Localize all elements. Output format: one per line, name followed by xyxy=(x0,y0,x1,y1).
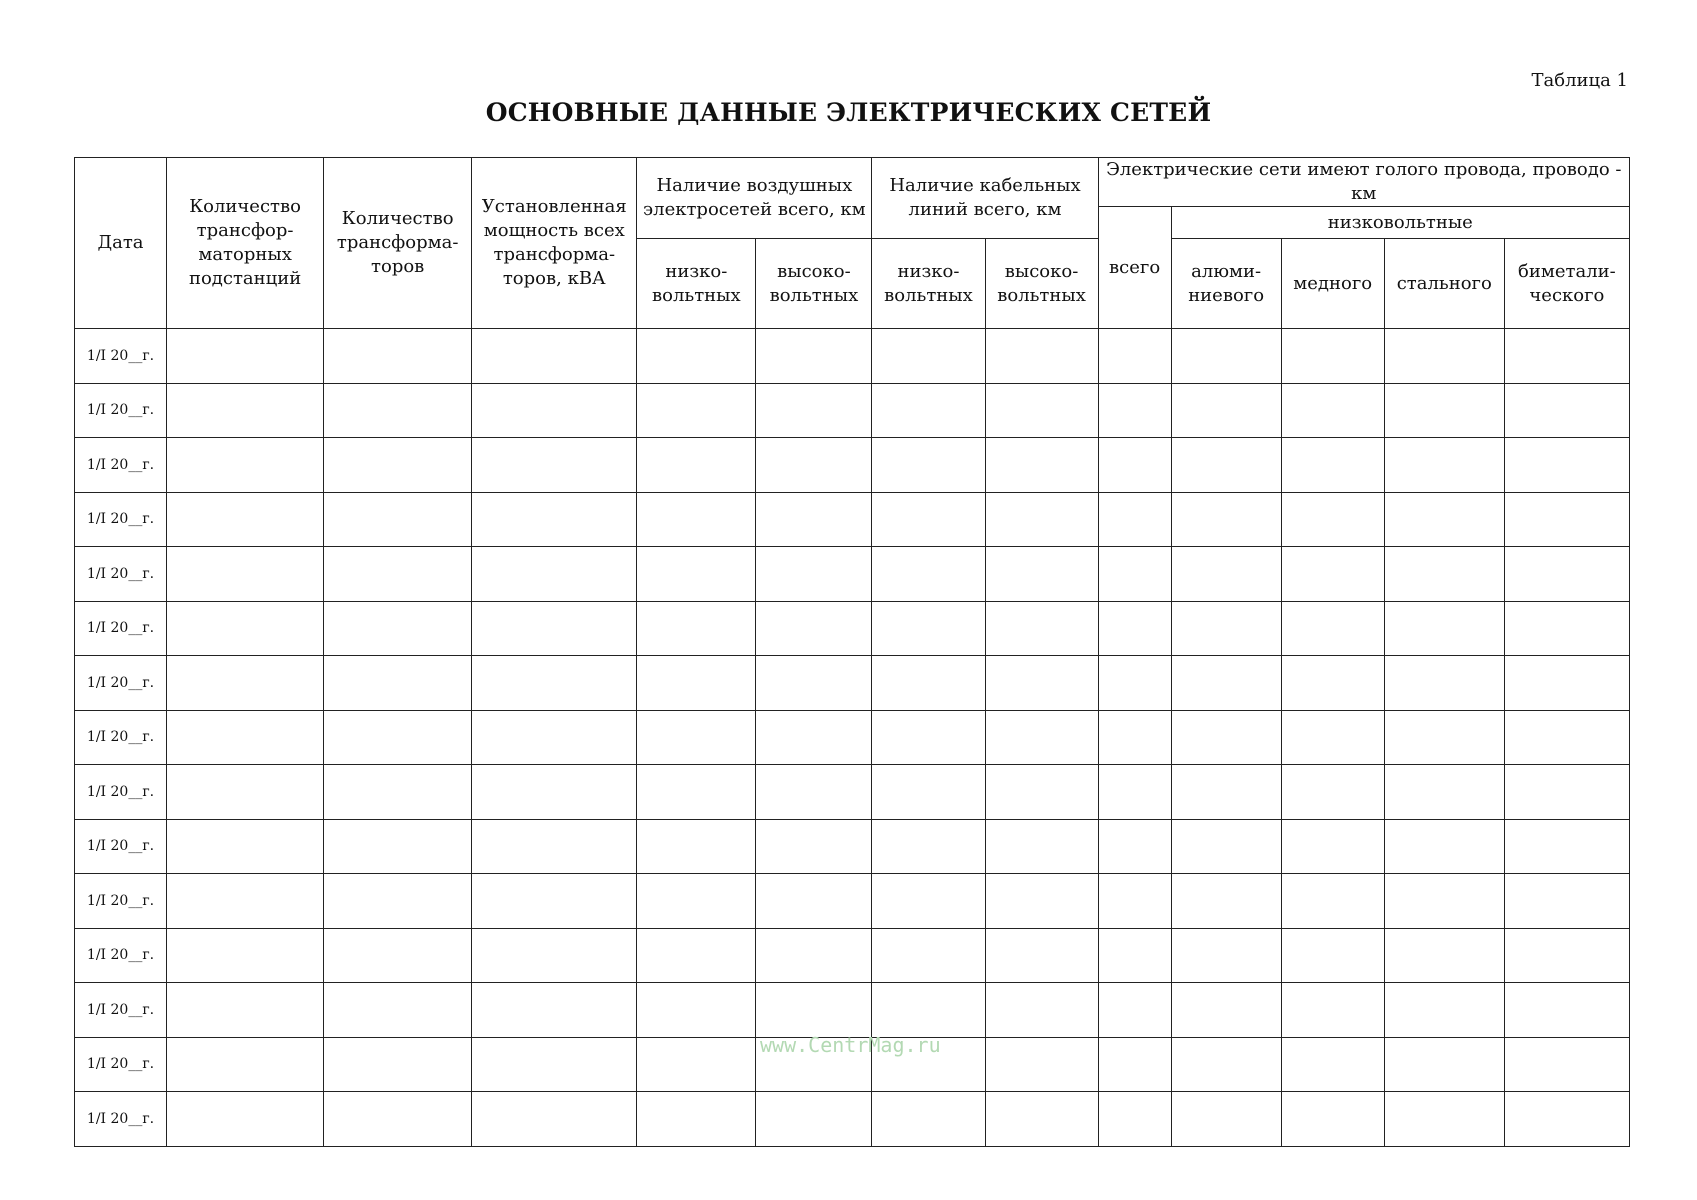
blank-cell[interactable] xyxy=(1171,765,1281,820)
header-steel: стального xyxy=(1384,239,1504,329)
blank-cell[interactable] xyxy=(1098,710,1171,765)
blank-cell[interactable] xyxy=(1281,492,1384,547)
blank-cell[interactable] xyxy=(1281,710,1384,765)
blank-cell[interactable] xyxy=(872,438,985,493)
header-overhead-high: высоко-вольтных xyxy=(756,239,872,329)
table-row xyxy=(75,492,1630,547)
date-cell: 1/I 20__г. xyxy=(75,928,167,983)
header-cable-low: низко-вольтных xyxy=(872,239,985,329)
blank-cell[interactable] xyxy=(1504,983,1629,1038)
blank-cell[interactable] xyxy=(1171,710,1281,765)
blank-cell[interactable] xyxy=(985,983,1098,1038)
table-row xyxy=(75,329,1630,384)
blank-cell[interactable] xyxy=(324,819,472,874)
blank-cell[interactable] xyxy=(1171,874,1281,929)
blank-cell[interactable] xyxy=(1504,656,1629,711)
blank-cell[interactable] xyxy=(985,765,1098,820)
blank-cell[interactable] xyxy=(985,819,1098,874)
blank-cell[interactable] xyxy=(167,329,324,384)
date-cell: 1/I 20__г. xyxy=(75,1092,167,1147)
blank-cell[interactable] xyxy=(1098,1037,1171,1092)
blank-cell[interactable] xyxy=(1098,656,1171,711)
blank-cell[interactable] xyxy=(1384,329,1504,384)
blank-cell[interactable] xyxy=(472,983,637,1038)
blank-cell[interactable] xyxy=(324,656,472,711)
blank-cell[interactable] xyxy=(324,438,472,493)
blank-cell[interactable] xyxy=(167,383,324,438)
date-cell: 1/I 20__г. xyxy=(75,656,167,711)
blank-cell[interactable] xyxy=(1171,656,1281,711)
blank-cell[interactable] xyxy=(1384,438,1504,493)
blank-cell[interactable] xyxy=(985,601,1098,656)
date-cell: 1/I 20__г. xyxy=(75,547,167,602)
blank-cell[interactable] xyxy=(1098,547,1171,602)
header-aluminum: алюми-ниевого xyxy=(1171,239,1281,329)
blank-cell[interactable] xyxy=(1504,601,1629,656)
blank-cell[interactable] xyxy=(1281,601,1384,656)
blank-cell[interactable] xyxy=(872,874,985,929)
blank-cell[interactable] xyxy=(1504,1092,1629,1147)
blank-cell[interactable] xyxy=(324,928,472,983)
blank-cell[interactable] xyxy=(472,656,637,711)
blank-cell[interactable] xyxy=(985,438,1098,493)
blank-cell[interactable] xyxy=(167,983,324,1038)
blank-cell[interactable] xyxy=(1098,601,1171,656)
date-cell: 1/I 20__г. xyxy=(75,438,167,493)
blank-cell[interactable] xyxy=(756,656,872,711)
blank-cell[interactable] xyxy=(324,383,472,438)
blank-cell[interactable] xyxy=(1384,1037,1504,1092)
header-total: всего xyxy=(1098,207,1171,329)
blank-cell[interactable] xyxy=(872,601,985,656)
blank-cell[interactable] xyxy=(872,928,985,983)
blank-cell[interactable] xyxy=(1504,928,1629,983)
blank-cell[interactable] xyxy=(472,765,637,820)
blank-cell[interactable] xyxy=(872,983,985,1038)
blank-cell[interactable] xyxy=(637,383,756,438)
blank-cell[interactable] xyxy=(1098,492,1171,547)
blank-cell[interactable] xyxy=(1504,492,1629,547)
header-bare-wire: Электрические сети имеют голого провода, проводо - км xyxy=(1098,158,1629,207)
blank-cell[interactable] xyxy=(1171,547,1281,602)
blank-cell[interactable] xyxy=(472,710,637,765)
blank-cell[interactable] xyxy=(1504,383,1629,438)
header-capacity: Установленная мощность всех трансформа-торов, кВА xyxy=(472,158,637,329)
blank-cell[interactable] xyxy=(324,765,472,820)
blank-cell[interactable] xyxy=(1098,819,1171,874)
blank-cell[interactable] xyxy=(637,601,756,656)
table-row xyxy=(75,656,1630,711)
blank-cell[interactable] xyxy=(756,1092,872,1147)
table-row xyxy=(75,983,1630,1038)
blank-cell[interactable] xyxy=(872,492,985,547)
table-row xyxy=(75,1092,1630,1147)
blank-cell[interactable] xyxy=(1171,329,1281,384)
blank-cell[interactable] xyxy=(637,656,756,711)
blank-cell[interactable] xyxy=(985,1037,1098,1092)
blank-cell[interactable] xyxy=(1281,1037,1384,1092)
blank-cell[interactable] xyxy=(472,601,637,656)
blank-cell[interactable] xyxy=(637,438,756,493)
blank-cell[interactable] xyxy=(1171,1037,1281,1092)
header-overhead: Наличие воздушных электросетей всего, км xyxy=(637,158,872,239)
blank-cell[interactable] xyxy=(872,710,985,765)
blank-cell[interactable] xyxy=(637,329,756,384)
blank-cell[interactable] xyxy=(1384,765,1504,820)
blank-cell[interactable] xyxy=(324,601,472,656)
blank-cell[interactable] xyxy=(872,1092,985,1147)
blank-cell[interactable] xyxy=(985,492,1098,547)
date-cell: 1/I 20__г. xyxy=(75,819,167,874)
table-row xyxy=(75,928,1630,983)
blank-cell[interactable] xyxy=(472,1092,637,1147)
blank-cell[interactable] xyxy=(324,983,472,1038)
blank-cell[interactable] xyxy=(637,1092,756,1147)
blank-cell[interactable] xyxy=(1281,819,1384,874)
blank-cell[interactable] xyxy=(1171,1092,1281,1147)
blank-cell[interactable] xyxy=(472,874,637,929)
date-cell: 1/I 20__г. xyxy=(75,329,167,384)
blank-cell[interactable] xyxy=(1098,383,1171,438)
blank-cell[interactable] xyxy=(472,819,637,874)
blank-cell[interactable] xyxy=(1384,710,1504,765)
blank-cell[interactable] xyxy=(1171,383,1281,438)
blank-cell[interactable] xyxy=(167,1037,324,1092)
blank-cell[interactable] xyxy=(872,383,985,438)
blank-cell[interactable] xyxy=(1384,547,1504,602)
date-cell: 1/I 20__г. xyxy=(75,765,167,820)
blank-cell[interactable] xyxy=(756,492,872,547)
blank-cell[interactable] xyxy=(756,383,872,438)
date-cell: 1/I 20__г. xyxy=(75,601,167,656)
blank-cell[interactable] xyxy=(985,656,1098,711)
blank-cell[interactable] xyxy=(167,547,324,602)
blank-cell[interactable] xyxy=(1171,438,1281,493)
blank-cell[interactable] xyxy=(1504,710,1629,765)
blank-cell[interactable] xyxy=(324,547,472,602)
blank-cell[interactable] xyxy=(756,819,872,874)
header-date: Дата xyxy=(75,158,167,329)
blank-cell[interactable] xyxy=(1281,656,1384,711)
blank-cell[interactable] xyxy=(167,656,324,711)
table-row xyxy=(75,547,1630,602)
blank-cell[interactable] xyxy=(756,547,872,602)
header-cable-high: высоко-вольтных xyxy=(985,239,1098,329)
table-row xyxy=(75,710,1630,765)
blank-cell[interactable] xyxy=(756,928,872,983)
blank-cell[interactable] xyxy=(1281,329,1384,384)
blank-cell[interactable] xyxy=(637,547,756,602)
blank-cell[interactable] xyxy=(637,710,756,765)
blank-cell[interactable] xyxy=(756,329,872,384)
blank-cell[interactable] xyxy=(637,819,756,874)
date-cell: 1/I 20__г. xyxy=(75,1037,167,1092)
table-row xyxy=(75,383,1630,438)
blank-cell[interactable] xyxy=(1281,874,1384,929)
blank-cell[interactable] xyxy=(472,547,637,602)
blank-cell[interactable] xyxy=(167,819,324,874)
blank-cell[interactable] xyxy=(167,928,324,983)
blank-cell[interactable] xyxy=(472,1037,637,1092)
blank-cell[interactable] xyxy=(1384,874,1504,929)
date-cell: 1/I 20__г. xyxy=(75,710,167,765)
table-row xyxy=(75,438,1630,493)
page-title: ОСНОВНЫЕ ДАННЫЕ ЭЛЕКТРИЧЕСКИХ СЕТЕЙ xyxy=(485,98,1212,127)
blank-cell[interactable] xyxy=(324,710,472,765)
blank-cell[interactable] xyxy=(1384,492,1504,547)
blank-cell[interactable] xyxy=(1504,438,1629,493)
blank-cell[interactable] xyxy=(1171,492,1281,547)
blank-cell[interactable] xyxy=(872,547,985,602)
blank-cell[interactable] xyxy=(756,601,872,656)
blank-cell[interactable] xyxy=(1281,438,1384,493)
blank-cell[interactable] xyxy=(1504,819,1629,874)
blank-cell[interactable] xyxy=(1504,874,1629,929)
header-bimetal: биметали-ческого xyxy=(1504,239,1629,329)
blank-cell[interactable] xyxy=(167,1092,324,1147)
blank-cell[interactable] xyxy=(1098,765,1171,820)
blank-cell[interactable] xyxy=(1281,1092,1384,1147)
header-substations: Количество трансфор-маторных подстанций xyxy=(167,158,324,329)
date-cell: 1/I 20__г. xyxy=(75,383,167,438)
blank-cell[interactable] xyxy=(1504,547,1629,602)
blank-cell[interactable] xyxy=(1504,329,1629,384)
blank-cell[interactable] xyxy=(756,983,872,1038)
blank-cell[interactable] xyxy=(324,492,472,547)
blank-cell[interactable] xyxy=(1384,383,1504,438)
blank-cell[interactable] xyxy=(637,1037,756,1092)
blank-cell[interactable] xyxy=(167,438,324,493)
blank-cell[interactable] xyxy=(1384,656,1504,711)
table-number-label: Таблица 1 xyxy=(1531,70,1628,91)
blank-cell[interactable] xyxy=(1171,819,1281,874)
blank-cell[interactable] xyxy=(872,765,985,820)
blank-cell[interactable] xyxy=(872,656,985,711)
header-cable: Наличие кабельных линий всего, км xyxy=(872,158,1098,239)
blank-cell[interactable] xyxy=(324,329,472,384)
table-row xyxy=(75,874,1630,929)
blank-cell[interactable] xyxy=(1384,819,1504,874)
blank-cell[interactable] xyxy=(985,874,1098,929)
blank-cell[interactable] xyxy=(985,710,1098,765)
blank-cell[interactable] xyxy=(472,438,637,493)
blank-cell[interactable] xyxy=(1098,329,1171,384)
blank-cell[interactable] xyxy=(1098,874,1171,929)
header-transformers: Количество трансформа-торов xyxy=(324,158,472,329)
date-cell: 1/I 20__г. xyxy=(75,874,167,929)
date-cell: 1/I 20__г. xyxy=(75,983,167,1038)
table-row xyxy=(75,765,1630,820)
electric-networks-table xyxy=(74,157,1630,1147)
blank-cell[interactable] xyxy=(1384,983,1504,1038)
watermark: www.CentrMag.ru xyxy=(760,1033,941,1057)
blank-cell[interactable] xyxy=(1171,983,1281,1038)
blank-cell[interactable] xyxy=(1504,765,1629,820)
blank-cell[interactable] xyxy=(985,547,1098,602)
blank-cell[interactable] xyxy=(472,329,637,384)
blank-cell[interactable] xyxy=(1281,983,1384,1038)
header-copper: медного xyxy=(1281,239,1384,329)
blank-cell[interactable] xyxy=(872,329,985,384)
blank-cell[interactable] xyxy=(1281,383,1384,438)
blank-cell[interactable] xyxy=(985,928,1098,983)
header-overhead-low: низко-вольтных xyxy=(637,239,756,329)
blank-cell[interactable] xyxy=(637,492,756,547)
blank-cell[interactable] xyxy=(1171,928,1281,983)
blank-cell[interactable] xyxy=(756,765,872,820)
blank-cell[interactable] xyxy=(872,819,985,874)
blank-cell[interactable] xyxy=(472,492,637,547)
blank-cell[interactable] xyxy=(637,765,756,820)
blank-cell[interactable] xyxy=(756,874,872,929)
blank-cell[interactable] xyxy=(1384,601,1504,656)
blank-cell[interactable] xyxy=(1171,601,1281,656)
table-row xyxy=(75,601,1630,656)
blank-cell[interactable] xyxy=(1281,928,1384,983)
blank-cell[interactable] xyxy=(1098,438,1171,493)
blank-cell[interactable] xyxy=(324,1092,472,1147)
blank-cell[interactable] xyxy=(324,1037,472,1092)
blank-cell[interactable] xyxy=(472,383,637,438)
blank-cell[interactable] xyxy=(1504,1037,1629,1092)
header-low-voltage-group: низковольтные xyxy=(1171,207,1629,239)
blank-cell[interactable] xyxy=(1384,928,1504,983)
blank-cell[interactable] xyxy=(985,329,1098,384)
blank-cell[interactable] xyxy=(1098,928,1171,983)
blank-cell[interactable] xyxy=(1098,1092,1171,1147)
blank-cell[interactable] xyxy=(167,601,324,656)
blank-cell[interactable] xyxy=(985,1092,1098,1147)
blank-cell[interactable] xyxy=(1384,1092,1504,1147)
blank-cell[interactable] xyxy=(637,928,756,983)
blank-cell[interactable] xyxy=(1098,983,1171,1038)
blank-cell[interactable] xyxy=(637,983,756,1038)
blank-cell[interactable] xyxy=(985,383,1098,438)
blank-cell[interactable] xyxy=(167,765,324,820)
blank-cell[interactable] xyxy=(756,710,872,765)
table-row xyxy=(75,819,1630,874)
blank-cell[interactable] xyxy=(1281,547,1384,602)
blank-cell[interactable] xyxy=(324,874,472,929)
blank-cell[interactable] xyxy=(637,874,756,929)
blank-cell[interactable] xyxy=(167,710,324,765)
blank-cell[interactable] xyxy=(756,438,872,493)
date-cell: 1/I 20__г. xyxy=(75,492,167,547)
blank-cell[interactable] xyxy=(472,928,637,983)
blank-cell[interactable] xyxy=(167,874,324,929)
blank-cell[interactable] xyxy=(1281,765,1384,820)
blank-cell[interactable] xyxy=(167,492,324,547)
